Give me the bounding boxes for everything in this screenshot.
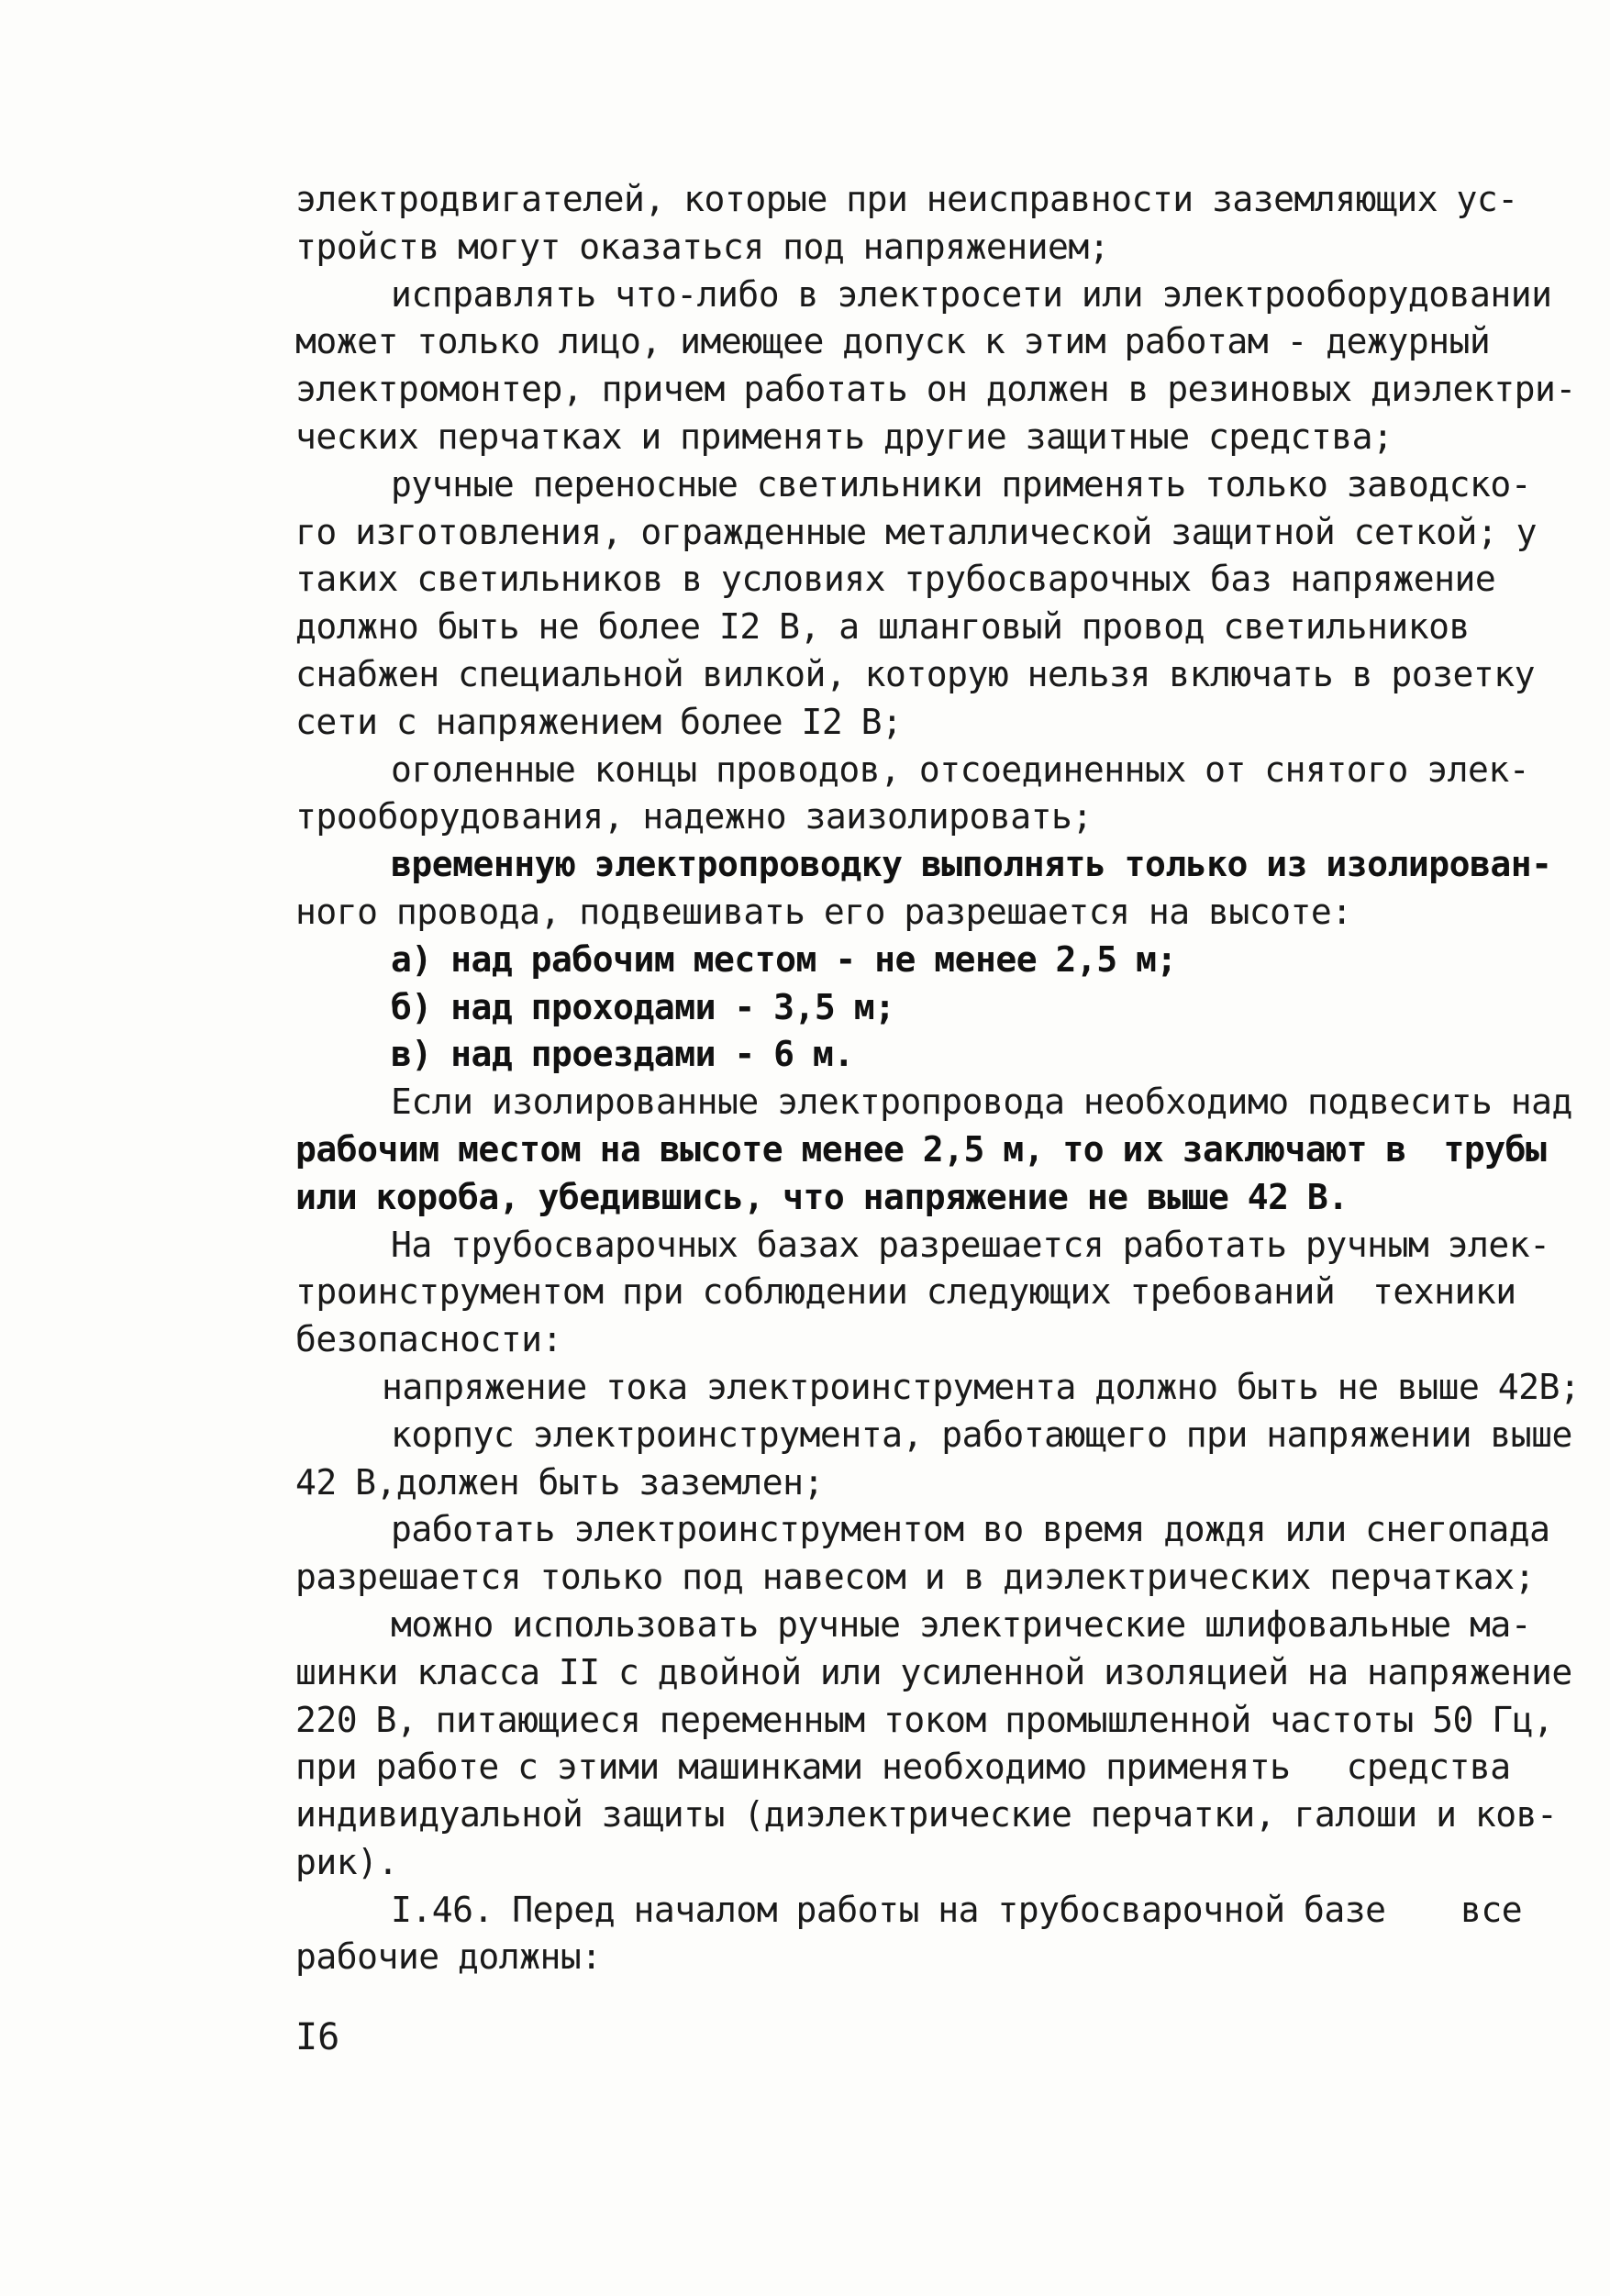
text-line: электродвигателей, которые при неисправности заземляющих ус- (295, 179, 1518, 219)
text-line: оголенные концы проводов, отсоединенных от снятого элек- (391, 749, 1530, 790)
text-line: индивидуальной защиты (диэлектрические перчатки, галоши и ков- (295, 1794, 1558, 1836)
text-line: работать электроинструментом во время дождя или снегопада (391, 1509, 1550, 1550)
text-line: ного провода, подвешивать его разрешается на высоте: (295, 891, 1352, 932)
text-line: шинки класса II с двойной или усиленной изоляцией на напряжение (295, 1651, 1572, 1692)
text-line: ческих перчатках и применять другие защитные средства; (295, 416, 1393, 457)
text-line: трооборудования, надежно заизолировать; (295, 796, 1093, 837)
text-line: На трубосварочных базах разрешается работать ручным элек- (391, 1224, 1550, 1265)
text-line: рабочие должны: (295, 1936, 602, 1978)
text-line: может только лицо, имеющее допуск к этим работам - дежурный (295, 321, 1491, 362)
text-line: сети с напряжением более I2 В; (295, 701, 903, 742)
text-line: исправлять что-либо в электросети или электрооборудовании (391, 273, 1552, 315)
text-line: Если изолированные электропровода необходимо подвесить над (391, 1081, 1572, 1123)
text-line: должно быть не более I2 В, а шланговый провод светильников (295, 606, 1470, 648)
text-line: можно использовать ручные электрические шлифовальные ма- (391, 1603, 1532, 1645)
text-line: ручные переносные светильники применять только заводско- (391, 463, 1532, 505)
text-line: а) над рабочим местом - не менее 2,5 м; (391, 938, 1177, 980)
text-line: 42 В,должен быть заземлен; (295, 1461, 824, 1503)
text-line: го изготовления, огражденные металлической защитной сеткой; у (295, 511, 1538, 552)
page-number: I6 (295, 2016, 340, 2058)
text-line: б) над проходами - 3,5 м; (391, 986, 895, 1027)
text-line: безопасности: (295, 1319, 562, 1360)
text-line: тройств могут оказаться под напряжением; (295, 226, 1110, 267)
text-line: или короба, убедившись, что напряжение не выше 42 В. (295, 1176, 1349, 1217)
text-line: рабочим местом на высоте менее 2,5 м, то их заключают в трубы (295, 1128, 1547, 1170)
text-line: электромонтер, причем работать он должен в резиновых диэлектри- (295, 369, 1576, 410)
text-line: рик). (295, 1841, 398, 1882)
text-line: троинструментом при соблюдении следующих требований техники (295, 1271, 1516, 1313)
text-line: в) над проездами - 6 м. (391, 1034, 854, 1075)
text-line: временную электропроводку выполнять только из изолирован- (391, 844, 1552, 885)
text-line: напряжение тока электроинструмента должно быть не выше 42В; (382, 1366, 1581, 1407)
text-line: корпус электроинструмента, работающего при напряжении выше (391, 1414, 1572, 1455)
text-line: 220 В, питающиеся переменным током промышленной частоты 50 Гц, (295, 1699, 1554, 1740)
text-line: I.46. Перед началом работы на трубосварочной базе все (391, 1889, 1523, 1930)
text-line: разрешается только под навесом и в диэлектрических перчатках; (295, 1557, 1536, 1598)
text-line: таких светильников в условиях трубосварочных баз напряжение (295, 559, 1496, 600)
body-text (295, 176, 1581, 1981)
text-line: снабжен специальной вилкой, которую нельзя включать в розетку (295, 653, 1536, 694)
text-line: при работе с этими машинками необходимо применять средства (295, 1747, 1511, 1788)
